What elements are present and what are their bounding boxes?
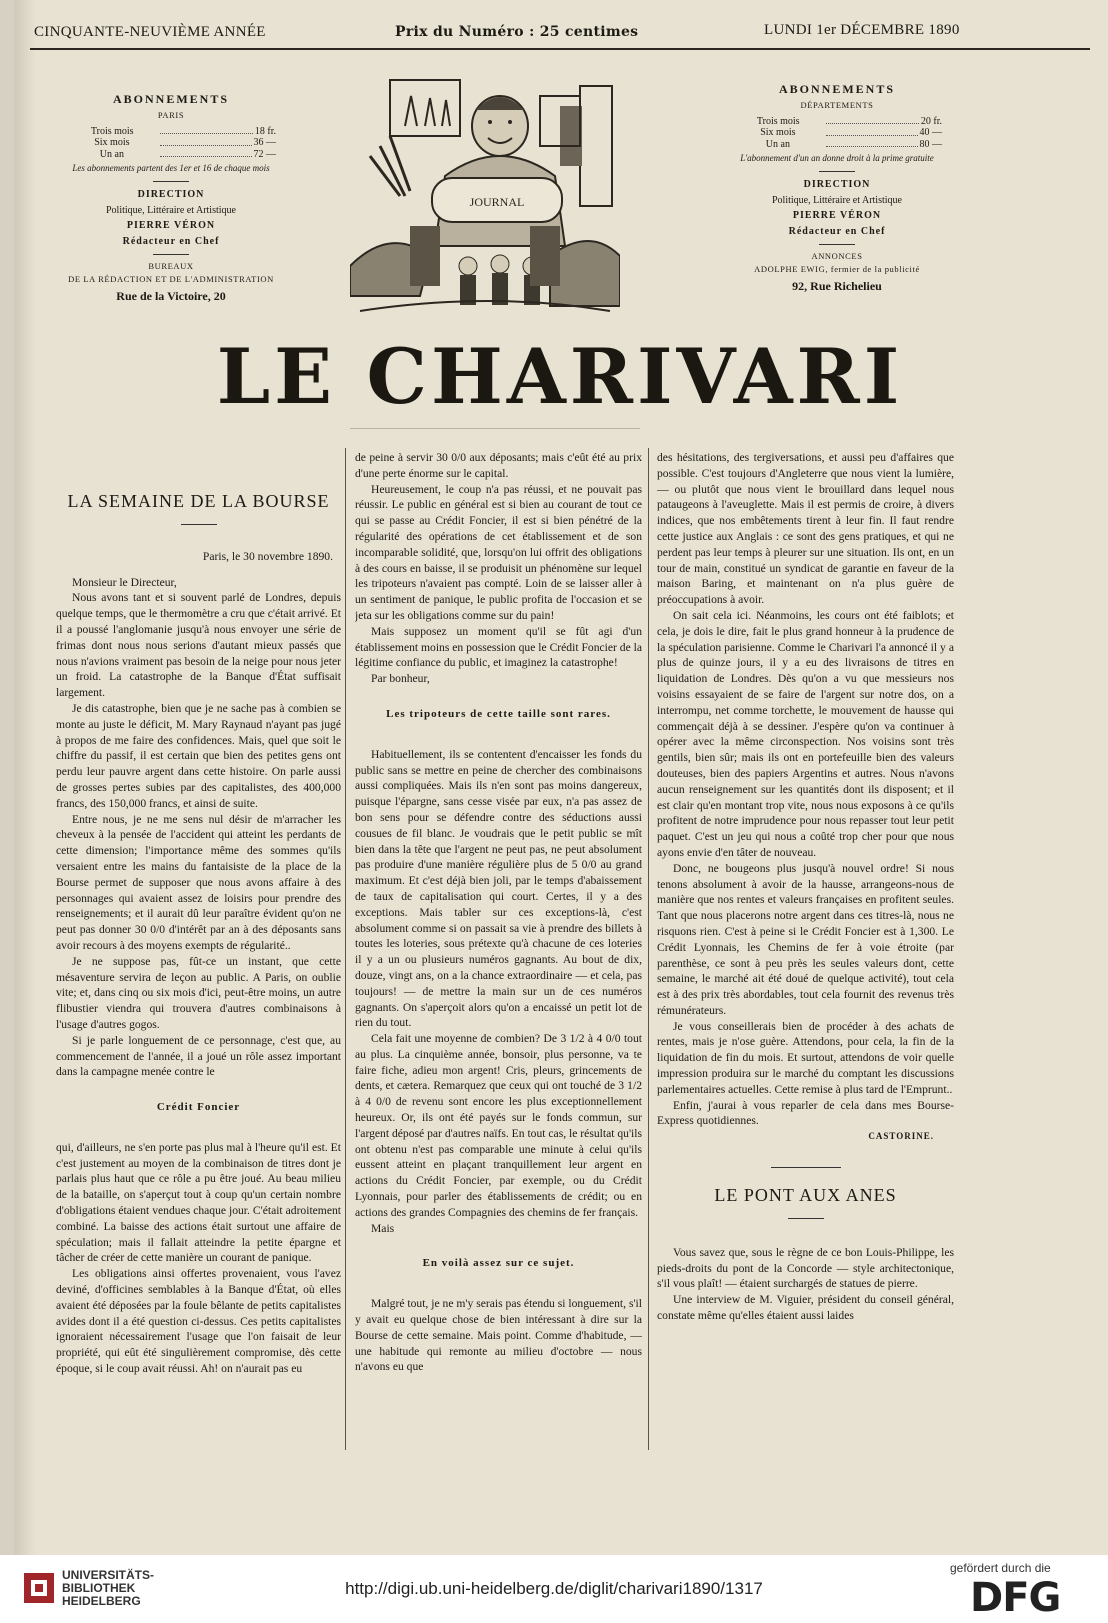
article-column-3 xyxy=(657,450,954,1456)
article-column-1 xyxy=(56,454,341,1464)
subscription-subtitle: DÉPARTEMENTS xyxy=(800,99,874,110)
paragraph: Une interview de M. Viguier, président du conseil général, constate même qu'elles étaient aussi laides xyxy=(657,1293,954,1323)
director-role: Rédacteur en Chef xyxy=(788,225,886,237)
dept-address: 92, Rue Richelieu xyxy=(792,278,882,293)
paragraph: On sait cela ici. Néanmoins, les cours ont été faiblots; et cela, je dois le dire, fait le plus grand honneur à la prudence de la spéculation parisienne. Comme le Charivari l'a annoncé il y a plus de quinze jours, il y a eu des livraisons de titres en liquidation de Londres. Dès qu'on a vu que messieurs nos voisins essayaient de se faire de l'argent sur notre dos, on a interrompu, net comme torchette, le mouvement de hausse qui commençait déjà à se dessiner. J'espère qu'on va continuer à opérer avec la même circonspection. Nos voisins sont très gentils, bien sûr; mais ils ont en portefeuille bien des valeurs douteuses, bien des papiers Argentins et autres. Nous n'avons aucun renseignement sur les quantités dont ils disposent; et il est clair qu'en montant trop vite, nous nous exposons à ce qu'ils profitent de notre imprudence pour nous repasser tout leur petit paquet. C'est un jeu qui nous a coûté trop cher pour que nous ayons envie d'en tâter de nouveau. xyxy=(657,608,954,859)
issue-date: LUNDI 1er DÉCEMBRE 1890 xyxy=(764,22,960,38)
scan-gutter xyxy=(0,0,14,1555)
source-url-link[interactable]: http://digi.ub.uni-heidelberg.de/diglit/charivari1890/1317 xyxy=(345,1579,763,1598)
dateline: Paris, le 30 novembre 1890. xyxy=(202,549,333,563)
paragraph: Cela fait une moyenne de combien? De 3 1/2 à 4 0/0 tout au plus. La cinquième année, bonsoir, plus personne, va te faire fiche, adieu mon argent! Cris, pleurs, grincements de dents, et cætera. Remarquez que ceux qui ont touché de 3 1/2 à 4 0/0 de revenu sont encore les plus exceptionnellement heureux. Or, ils ont été payés sur le fonds commun, sur l'argent déposé par d'autres naïfs. En tout cas, le résultat qu'ils ont obtenu n'est pas comparable une minute à celui qu'ils eussent atteint en plaçant tranquillement leur argent en actions du Crédit Foncier, par exemple, ou du Crédit Lyonnais, pour parler des établissements de crédit; ou en actions des grandes Compagnies des chemins de fer français. xyxy=(355,1032,642,1219)
header-rule xyxy=(30,48,1090,50)
subscription-note: Les abonnements partent des 1er et 16 de chaque mois xyxy=(72,163,270,174)
subheading: Les tripoteurs de cette taille sont rares. xyxy=(386,707,611,720)
page-fold-shadow xyxy=(14,0,36,1555)
paragraph: Donc, ne bougeons plus jusqu'à nouvel ordre! Si nous tenons absolument à avoir de la hausse, arrangeons-nous de manière que nos rentes et valeurs françaises en profitent seules. Tant que nous placerons notre argent dans ces titres-là, nous ne risquons rien. C'est à peine si le Crédit Foncier est à 1,300. Le Crédit Lyonnais, les Chemins de fer à voie étroite (par parenthèse, ce sont à peu près les seules valeurs dont, cette semaine, le marché ait été doué de quelque activité), tout cela est à des prix très abordables, tout cela fournit des revenus très rémunérateurs. xyxy=(657,861,954,1017)
paragraph: Je dis catastrophe, bien que je ne sache pas à combien se monte au juste le déficit, M. Mary Raynaud n'ayant pas jugé à propos de me faire des confidences. Mais, quel que soit le chiffre du passif, il est certain que bien des petites gens ont perdu leur pauvre argent dans cette histoire. On parle aussi de grosses pertes subies par des capitalistes, des 400,000 francs, des 150,000 francs, et ainsi de suite. xyxy=(56,701,341,810)
funding-label: gefördert durch die xyxy=(950,1561,1051,1575)
article-column-2 xyxy=(355,450,642,1456)
paragraph: Enfin, j'aurai à vous reparler de cela dans mes Bourse-Express quotidiennes. xyxy=(657,1098,954,1128)
paragraph: Vous savez que, sous le règne de ce bon Louis-Philippe, les pieds-droits du pont de la Concorde — style architectonique, s'il vous plaît! — étaient surchargés de statues de pierre. xyxy=(657,1245,954,1291)
subscription-title: ABONNEMENTS xyxy=(112,92,229,106)
bureaux-sub: DE LA RÉDACTION ET DE L'ADMINISTRATION xyxy=(68,274,274,285)
paris-address: Rue de la Victoire, 20 xyxy=(116,288,226,303)
director-name: PIERRE VÉRON xyxy=(126,220,216,232)
annonces-label: ANNONCES xyxy=(811,251,863,262)
paragraph: Les obligations ainsi offertes provenaient, vous l'avez deviné, d'officines semblables à la Banque d'État, où elles avaient été déposées par la foule bêlante de petits capitalistes avides dont il a été question ci-dessus. Ces petits capitalistes ignoraient nécessairement l'usage que l'on faisait de leur propriété, qui eût été singulièrement compromise, dès cette époque, si le coup avait réussi. Ah! on n'aurait pas eu xyxy=(56,1267,341,1376)
paragraph: Par bonheur, xyxy=(371,672,430,686)
divider xyxy=(819,171,855,172)
paragraph: de peine à servir 30 0/0 aux déposants; mais c'eût été au prix d'une perte énorme sur le capital. xyxy=(355,451,642,480)
director-name: PIERRE VÉRON xyxy=(792,210,882,222)
price-label: Prix du Numéro : 25 centimes xyxy=(395,24,639,40)
article-heading: LE PONT AUX ANES xyxy=(714,1185,897,1206)
direction-sub: Politique, Littéraire et Artistique xyxy=(106,204,236,216)
caricature-drawing xyxy=(350,66,620,326)
divider xyxy=(181,524,217,525)
paragraph: qui, d'ailleurs, ne s'en porte pas plus mal à l'heure qu'il est. Et c'est justement au moyen de la combinaison de titres dont je parlais plus haut que ce rôle a pu être joué. Au beau milieu de la bataille, on s'aperçut tout à coup qu'un certain nombre d'obligations étaient vendues chaque jour. C'était adroitement combiné. La baisse des actions était surtout une affaire de spéculation; mais il fallait atteindre la petite épargne et tâcher de créer de cette manière un courant de panique. xyxy=(56,1140,341,1265)
paragraph: Je vous conseillerais bien de procéder à des achats de rentes, mais je n'ose guère. Attendons, pour cela, la fin de la liquidation de fin du mois. Et surtout, attendons de voir quelle impression produira sur le marché du comptant les discussions parlementaires actuelles. Cette remise à plus tard de l'Emprunt.. xyxy=(657,1019,954,1096)
price-row: Trois mois 18 fr. xyxy=(90,125,277,137)
article-heading: LA SEMAINE DE LA BOURSE xyxy=(67,491,330,511)
university-logo-text: UNIVERSITÄTS- BIBLIOTHEK HEIDELBERG xyxy=(62,1568,155,1608)
salutation: Monsieur le Directeur, xyxy=(72,575,177,589)
departments-subscription-box xyxy=(712,80,962,295)
subscription-title: ABONNEMENTS xyxy=(778,82,895,96)
column-rule xyxy=(345,448,346,1450)
direction-label: DIRECTION xyxy=(137,189,205,201)
paragraph: Habituellement, ils se contentent d'encaisser les fonds du public sans se mettre en peine de chercher des combinaisons aussi compliquées. Mais ils n'en sont pas moins dangereux, puisque l'épargne, sans cesse visée par eux, n'a pas assez de bon sens pour se défendre contre des séductions aussi cousues de fil blanc. Je voudrais que le petit public se mît bien dans la tête que l'argent ne peut pas, ne peut absolument pas produire d'une manière régulière plus de 5 0/0 au grand maximum. Et c'est déjà bien joli, par le temps d'abaissement de taux de capitalisation qui court. Certes, il y a des exceptions. Mais tabler sur ces exceptions-là, c'est absolument comme si on passait sa vie à prendre des billets à toutes les loteries, sous prétexte qu'à chacune de ces loteries il y a un ou plusieurs numéros gagnants. Au bout de dix, douze, vingt ans, on a la chance extraordinaire — et cela, pas toujours! — de mettre la main sur un de ces numéros gagnants. On s'aperçoit alors qu'on a encaissé un petit lot de rien du tout. xyxy=(355,747,642,1030)
signature: CASTORINE. xyxy=(868,1131,934,1142)
director-role: Rédacteur en Chef xyxy=(122,235,220,247)
divider xyxy=(819,244,855,245)
direction-sub: Politique, Littéraire et Artistique xyxy=(772,194,902,206)
masthead-title: LE CHARIVARI xyxy=(216,332,904,421)
price-row: Un an 80 — xyxy=(765,138,942,150)
price-list xyxy=(66,126,276,161)
subscription-subtitle: PARIS xyxy=(157,109,185,120)
paragraph: Si je parle longuement de ce personnage, c'est que, au commencement de l'année, il a joué un rôle assez important dans la campagne menée contre le xyxy=(56,1033,341,1079)
price-row: Un an 72 — xyxy=(99,148,276,160)
paris-subscription-box xyxy=(46,90,296,305)
price-row: Six mois 40 — xyxy=(760,127,942,139)
paragraph: Heureusement, le coup n'a pas réussi, et ne pouvait pas réussir. Le public en général est si bien au courant de tout ce qui se passe au Crédit Foncier, il est si bien pénétré de la régularité des opérations de cet établissement et de son incomparable solidité, que, lorsqu'on lui offrit des obligations à des cours en baisse, il se produisit un phénomène sur lequel les tripoteurs n'avaient pas compté. Loin de se laisser aller à un sentiment de panique, le public profita de l'occasion et se jeta sur les obligations comme sur du pain! xyxy=(355,482,642,622)
subheading: Crédit Foncier xyxy=(156,1101,241,1114)
subheading: En voilà assez sur ce sujet. xyxy=(422,1257,575,1270)
divider xyxy=(771,1167,841,1168)
subscription-note: L'abonnement d'un an donne droit à la prime gratuite xyxy=(740,153,934,164)
paragraph: Malgré tout, je ne m'y serais pas étendu si longuement, s'il y avait eu quelque chose de bien intéressant à dire sur la Bourse de cette semaine. Mais point. Comme d'habitude, — une habitude qui remonte au milieu d'octobre — nous n'avons eu que xyxy=(355,1297,642,1374)
paragraph: Je ne suppose pas, fût-ce un instant, que cette mésaventure servira de leçon au public. A Paris, on oublie vite; et, dans cinq ou six mois d'ici, peut-être moins, un autre flibustier viendra qui trouvera d'autres combinaisons à l'usage d'autres gogos. xyxy=(56,954,341,1031)
price-list xyxy=(732,116,942,151)
paragraph: Mais xyxy=(371,1221,395,1235)
divider xyxy=(153,254,189,255)
direction-label: DIRECTION xyxy=(803,179,871,191)
annonces-sub: ADOLPHE EWIG, fermier de la publicité xyxy=(754,264,920,275)
title-underline xyxy=(350,428,640,429)
divider xyxy=(788,1218,824,1219)
price-row: Six mois 36 — xyxy=(94,137,276,149)
dfg-logo: DFG xyxy=(970,1575,1061,1621)
price-row: Trois mois 20 fr. xyxy=(756,115,943,127)
paragraph: Mais supposez un moment qu'il se fût agi d'un établissement moins en possession que le Crédit Foncier de la légitime confiance du public, et imaginez la catastrophe! xyxy=(355,624,642,670)
bureaux-label: BUREAUX xyxy=(148,261,194,272)
digitization-footer xyxy=(0,1555,1108,1623)
paragraph: Entre nous, je ne me sens nul désir de m'arracher les cheveux à la pensée de l'accident qui atteint les perdants de cette dimension; l'importance même des sommes qu'ils versaient entre les mains du fantaisiste de la place de la Bourse permet de supposer que nous avons affaire à des personnages qui avaient assez de loisirs pour prendre des renseignements; et il aurait dû leur paraître évident qu'on ne peut pas donner 30 0/0 d'intérêt par an à des déposants sans avoir recours à des moyens exempts de régularité.. xyxy=(56,812,341,952)
column-rule xyxy=(648,448,649,1450)
divider xyxy=(153,181,189,182)
paragraph: Nous avons tant et si souvent parlé de Londres, depuis quelque temps, que le thermomètre a cru que c'était arrivé. Et il a poussé l'anglomanie jusqu'à nous envoyer une série de frimas dont nous nous serions d'autant mieux passés que nous n'avions vraiment pas besoin de la neige pour nous jeter un froid. La catastrophe de la Banque d'État suffisait largement. xyxy=(56,591,341,700)
paragraph: des hésitations, des tergiversations, et aussi peu d'affaires que possible. C'est toujours d'Angleterre que nous vient la lumière, — ou plutôt que nous vient le brouillard dans lequel nous pataugeons à l'aveuglette. Mais il est permis de croire, à divers indices, que nos embêtements tirent à leur fin. Il faut rendre cette justice aux Anglais : ce sont des gens pratiques, et qui ne perdent pas leur temps à pleurer sur une situation. Ils ont, en un tour de main, constitué un syndicat de garantie en faveur de la maison Baring, et maintenant on n'a plus guère de préoccupations à avoir. xyxy=(657,451,954,607)
year-label: CINQUANTE-NEUVIÈME ANNÉE xyxy=(34,24,266,40)
masthead-illustration xyxy=(350,66,620,326)
scroll-label: JOURNAL xyxy=(469,195,525,209)
